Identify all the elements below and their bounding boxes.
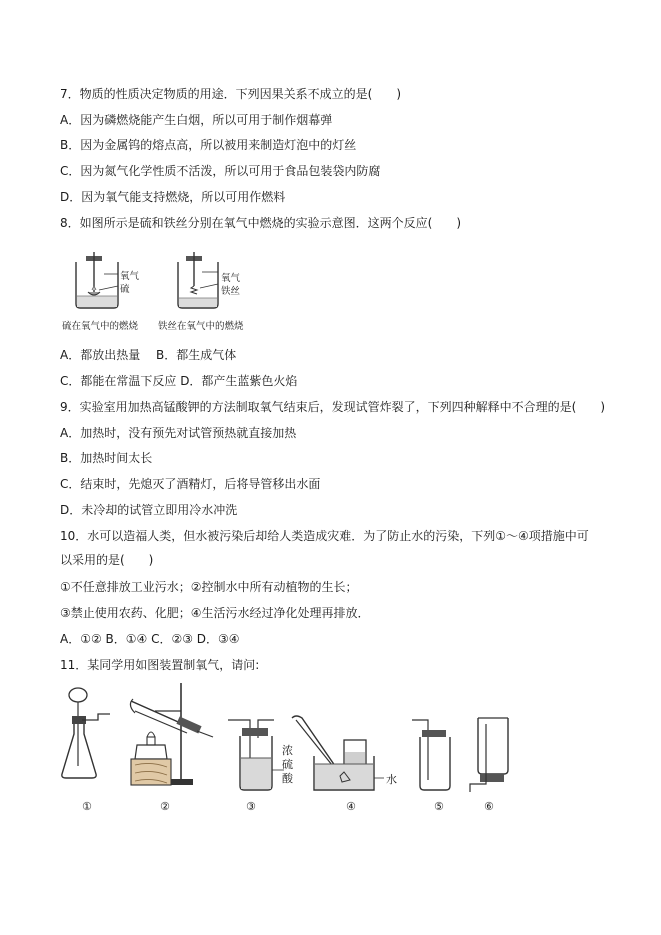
apparatus-inverted-bottle xyxy=(464,714,514,794)
q7-option-a: A．因为磷燃烧能产生白烟，所以可用于制作烟幕弹 xyxy=(60,113,333,127)
q7-option-c: C．因为氮气化学性质不活泼，所以可用于食品包装袋内防腐 xyxy=(60,164,381,178)
label-3: ③ xyxy=(246,800,256,813)
sulfur-burning-figure xyxy=(62,252,152,314)
iron-wire-burning-figure xyxy=(172,252,262,314)
q10-options: A．①② B．①④ C．②③ D．③④ xyxy=(60,632,240,646)
q11-stem: 11．某同学用如图装置制氧气，请问: xyxy=(60,658,260,672)
q8-stem: 8．如图所示是硫和铁丝分别在氧气中燃烧的实验示意图．这两个反应( ) xyxy=(60,216,462,230)
label-5: ⑤ xyxy=(434,800,444,813)
fig1-label-oxygen: 氧气 xyxy=(120,271,140,282)
q7-option-d: D．因为氧气能支持燃烧，所以可用作燃料 xyxy=(60,190,286,204)
fig2-label-oxygen: 氧气 xyxy=(221,273,241,284)
apparatus-water-trough xyxy=(288,712,398,794)
label-4: ④ xyxy=(346,800,356,813)
q8-options-cd: C．都能在常温下反应 D．都产生蓝紫色火焰 xyxy=(60,374,298,388)
q9-stem: 9．实验室用加热高锰酸钾的方法制取氧气结束后，发现试管炸裂了，下列四种解释中不合理的是( ) xyxy=(60,400,606,414)
q8-options-ab: A．都放出热量 B．都生成气体 xyxy=(60,348,237,362)
q10-item-2: ③禁止使用农药、化肥；④生活污水经过净化处理再排放． xyxy=(60,606,370,620)
q10-stem: 10．水可以造福人类，但水被污染后却给人类造成灾难．为了防止水的污染，下列①～④项措施中可以采用的是( ) xyxy=(60,529,589,567)
label-conc-sulfuric-acid: 浓硫酸 xyxy=(282,744,293,785)
apparatus-flask-funnel xyxy=(60,686,120,786)
q7-option-b: B．因为金属钨的熔点高，所以被用来制造灯泡中的灯丝 xyxy=(60,138,357,152)
label-6: ⑥ xyxy=(484,800,494,813)
q9-option-d: D．未冷却的试管立即用冷水冲洗 xyxy=(60,503,238,517)
q9-option-c: C．结束时，先熄灭了酒精灯，后将导管移出水面 xyxy=(60,477,321,491)
apparatus-wash-bottle xyxy=(228,714,288,792)
apparatus-heating-stand xyxy=(125,681,215,791)
q7-stem: 7．物质的性质决定物质的用途．下列因果关系不成立的是( ) xyxy=(60,87,402,101)
apparatus-collecting-bottle xyxy=(410,716,460,792)
fig2-label-iron: 铁丝 xyxy=(221,286,241,297)
fig1-label-sulfur: 硫 xyxy=(120,284,130,295)
label-2: ② xyxy=(160,800,170,813)
q10-item-1: ①不任意排放工业污水；②控制水中所有动植物的生长； xyxy=(60,580,358,594)
fig1-caption: 硫在氧气中的燃烧 xyxy=(62,321,139,332)
label-1: ① xyxy=(82,800,92,813)
q9-option-a: A．加热时，没有预先对试管预热就直接加热 xyxy=(60,426,297,440)
fig2-caption: 铁丝在氧气中的燃烧 xyxy=(158,321,244,332)
label-water: 水 xyxy=(386,773,397,786)
q9-option-b: B．加热时间太长 xyxy=(60,451,153,465)
